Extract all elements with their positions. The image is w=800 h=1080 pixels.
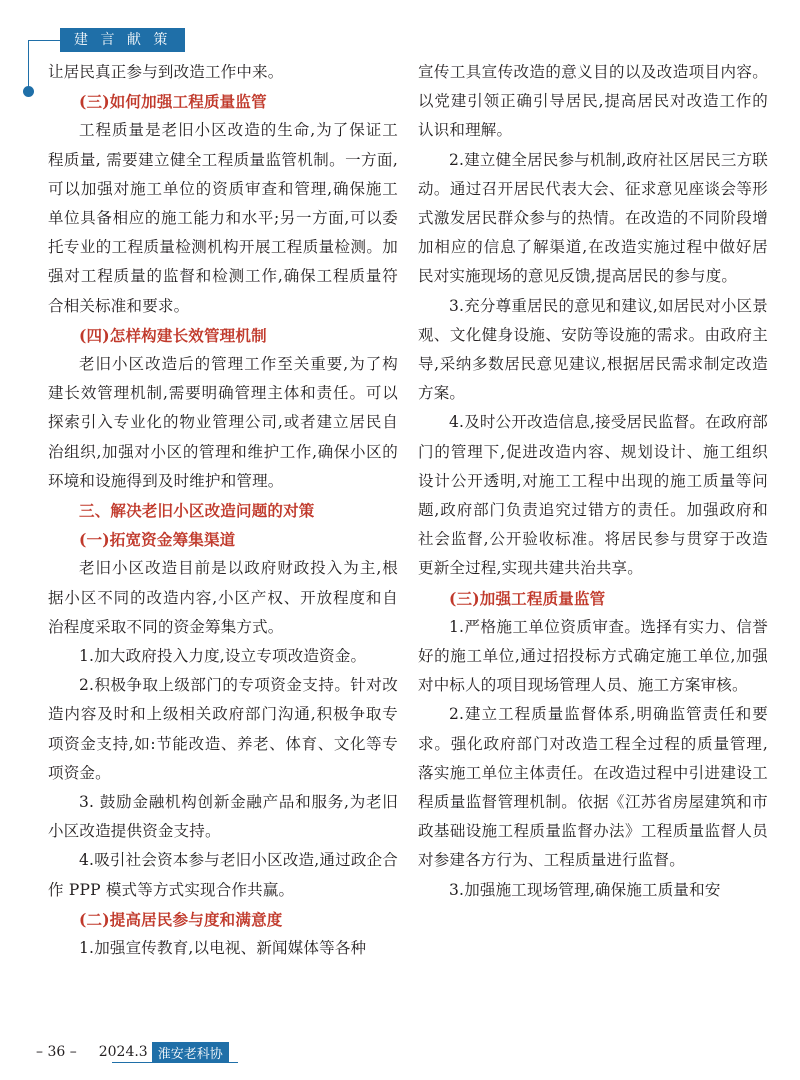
- magazine-name: 淮安老科协: [152, 1042, 229, 1063]
- paragraph: 老旧小区改造后的管理工作至关重要,为了构建长效管理机制,需要明确管理主体和责任。可以探索引入专业化的物业管理公司,或者建立居民自治组织,加强对小区的管理和维护工作,确保小区的环境和设施得到及时维护和管理。: [48, 355, 398, 490]
- footer-rule: [112, 1062, 238, 1063]
- page-number: – 36 –: [36, 1044, 77, 1060]
- paragraph-continuation: 让居民真正参与到改造工作中来。: [48, 63, 284, 81]
- subheading-quality-supervision: (三)如何加强工程质量监管: [79, 92, 267, 112]
- subheading-funding-channels: (一)拓宽资金筹集渠道: [79, 530, 236, 550]
- paragraph: 工程质量是老旧小区改造的生命,为了保证工程质量, 需要建立健全工程质量监管机制。一方面,可以加强对施工单位的资质审查和管理,确保施工单位具备相应的施工能力和水平;另一方面,可以委托专业的工程质量检测机构开展工程质量检测。加强对工程质量的监督和检测工作,确保工程质量符合相关标准和要求。: [48, 121, 398, 315]
- list-item: 3. 鼓励金融机构创新金融产品和服务,为老旧小区改造提供资金支持。: [48, 793, 398, 841]
- page-footer: [36, 1040, 229, 1064]
- list-item: 2.建立工程质量监督体系,明确监管责任和要求。强化政府部门对改造工程全过程的质量管理,落实施工单位主体责任。在改造过程中引进建设工程质量监督管理机制。依据《江苏省房屋建筑和市政基础设施工程质量监督办法》工程质量监督人员对参建各方行为、工程质量进行监督。: [418, 705, 768, 870]
- list-item: 1.加强宣传教育,以电视、新闻媒体等各种: [79, 939, 367, 958]
- list-item: 1.加大政府投入力度,设立专项改造资金。: [79, 647, 367, 666]
- list-item: 4.及时公开改造信息,接受居民监督。在政府部门的管理下,促进改造内容、规划设计、施工组织设计公开透明,对施工工程中出现的施工质量等问题,政府部门负责追究过错方的责任。加强政府和社会监督,公开验收标准。将居民参与贯穿于改造更新全过程,实现共建共治共享。: [418, 413, 768, 578]
- section-heading-countermeasures: 三、解决老旧小区改造问题的对策: [79, 501, 315, 521]
- list-item: 4.吸引社会资本参与老旧小区改造,通过政企合作 PPP 模式等方式实现合作共赢。: [48, 851, 398, 899]
- header-decoration-horizontal-line: [28, 40, 60, 41]
- subheading-resident-participation: (二)提高居民参与度和满意度: [79, 909, 283, 929]
- paragraph: 老旧小区改造目前是以政府财政投入为主,根据小区不同的改造内容,小区产权、开放程度和自治程度采取不同的资金筹集方式。: [48, 559, 398, 636]
- list-item: 3.充分尊重居民的意见和建议,如居民对小区景观、文化健身设施、安防等设施的需求。由政府主导,采纳多数居民意见建议,根据居民需求制定改造方案。: [418, 296, 768, 403]
- paragraph-continuation: 宣传工具宣传改造的意义目的以及改造项目内容。以党建引领正确引导居民,提高居民对改造工作的认识和理解。: [418, 63, 768, 140]
- subheading-quality-supervision-measures: (三)加强工程质量监管: [449, 588, 606, 608]
- list-item: 3.加强施工现场管理,确保施工质量和安: [449, 880, 721, 899]
- section-label: 建 言 献 策: [60, 28, 185, 52]
- subheading-long-term-management: (四)怎样构建长效管理机制: [79, 325, 267, 345]
- list-item: 2.积极争取上级部门的专项资金支持。针对改造内容及时和上级相关政府部门沟通,积极争取专项资金支持,如:节能改造、养老、体育、文化等专项资金。: [48, 676, 398, 782]
- list-item: 2.建立健全居民参与机制,政府社区居民三方联动。通过召开居民代表大会、征求意见座谈会等形式激发居民群众参与的热情。在改造的不同阶段增加相应的信息了解渠道,在改造实施过程中做好居民对实施现场的意见反馈,提高居民的参与度。: [418, 150, 768, 286]
- list-item: 1.严格施工单位资质审查。选择有实力、信誉好的施工单位,通过招投标方式确定施工单位,加强对中标人的项目现场管理人员、施工方案审核。: [418, 617, 768, 695]
- right-column: [418, 58, 768, 905]
- header-decoration-dot: [23, 86, 34, 97]
- header-decoration-vertical-line: [28, 40, 29, 88]
- issue-label: 2024.3: [98, 1044, 148, 1060]
- left-column: [48, 58, 398, 963]
